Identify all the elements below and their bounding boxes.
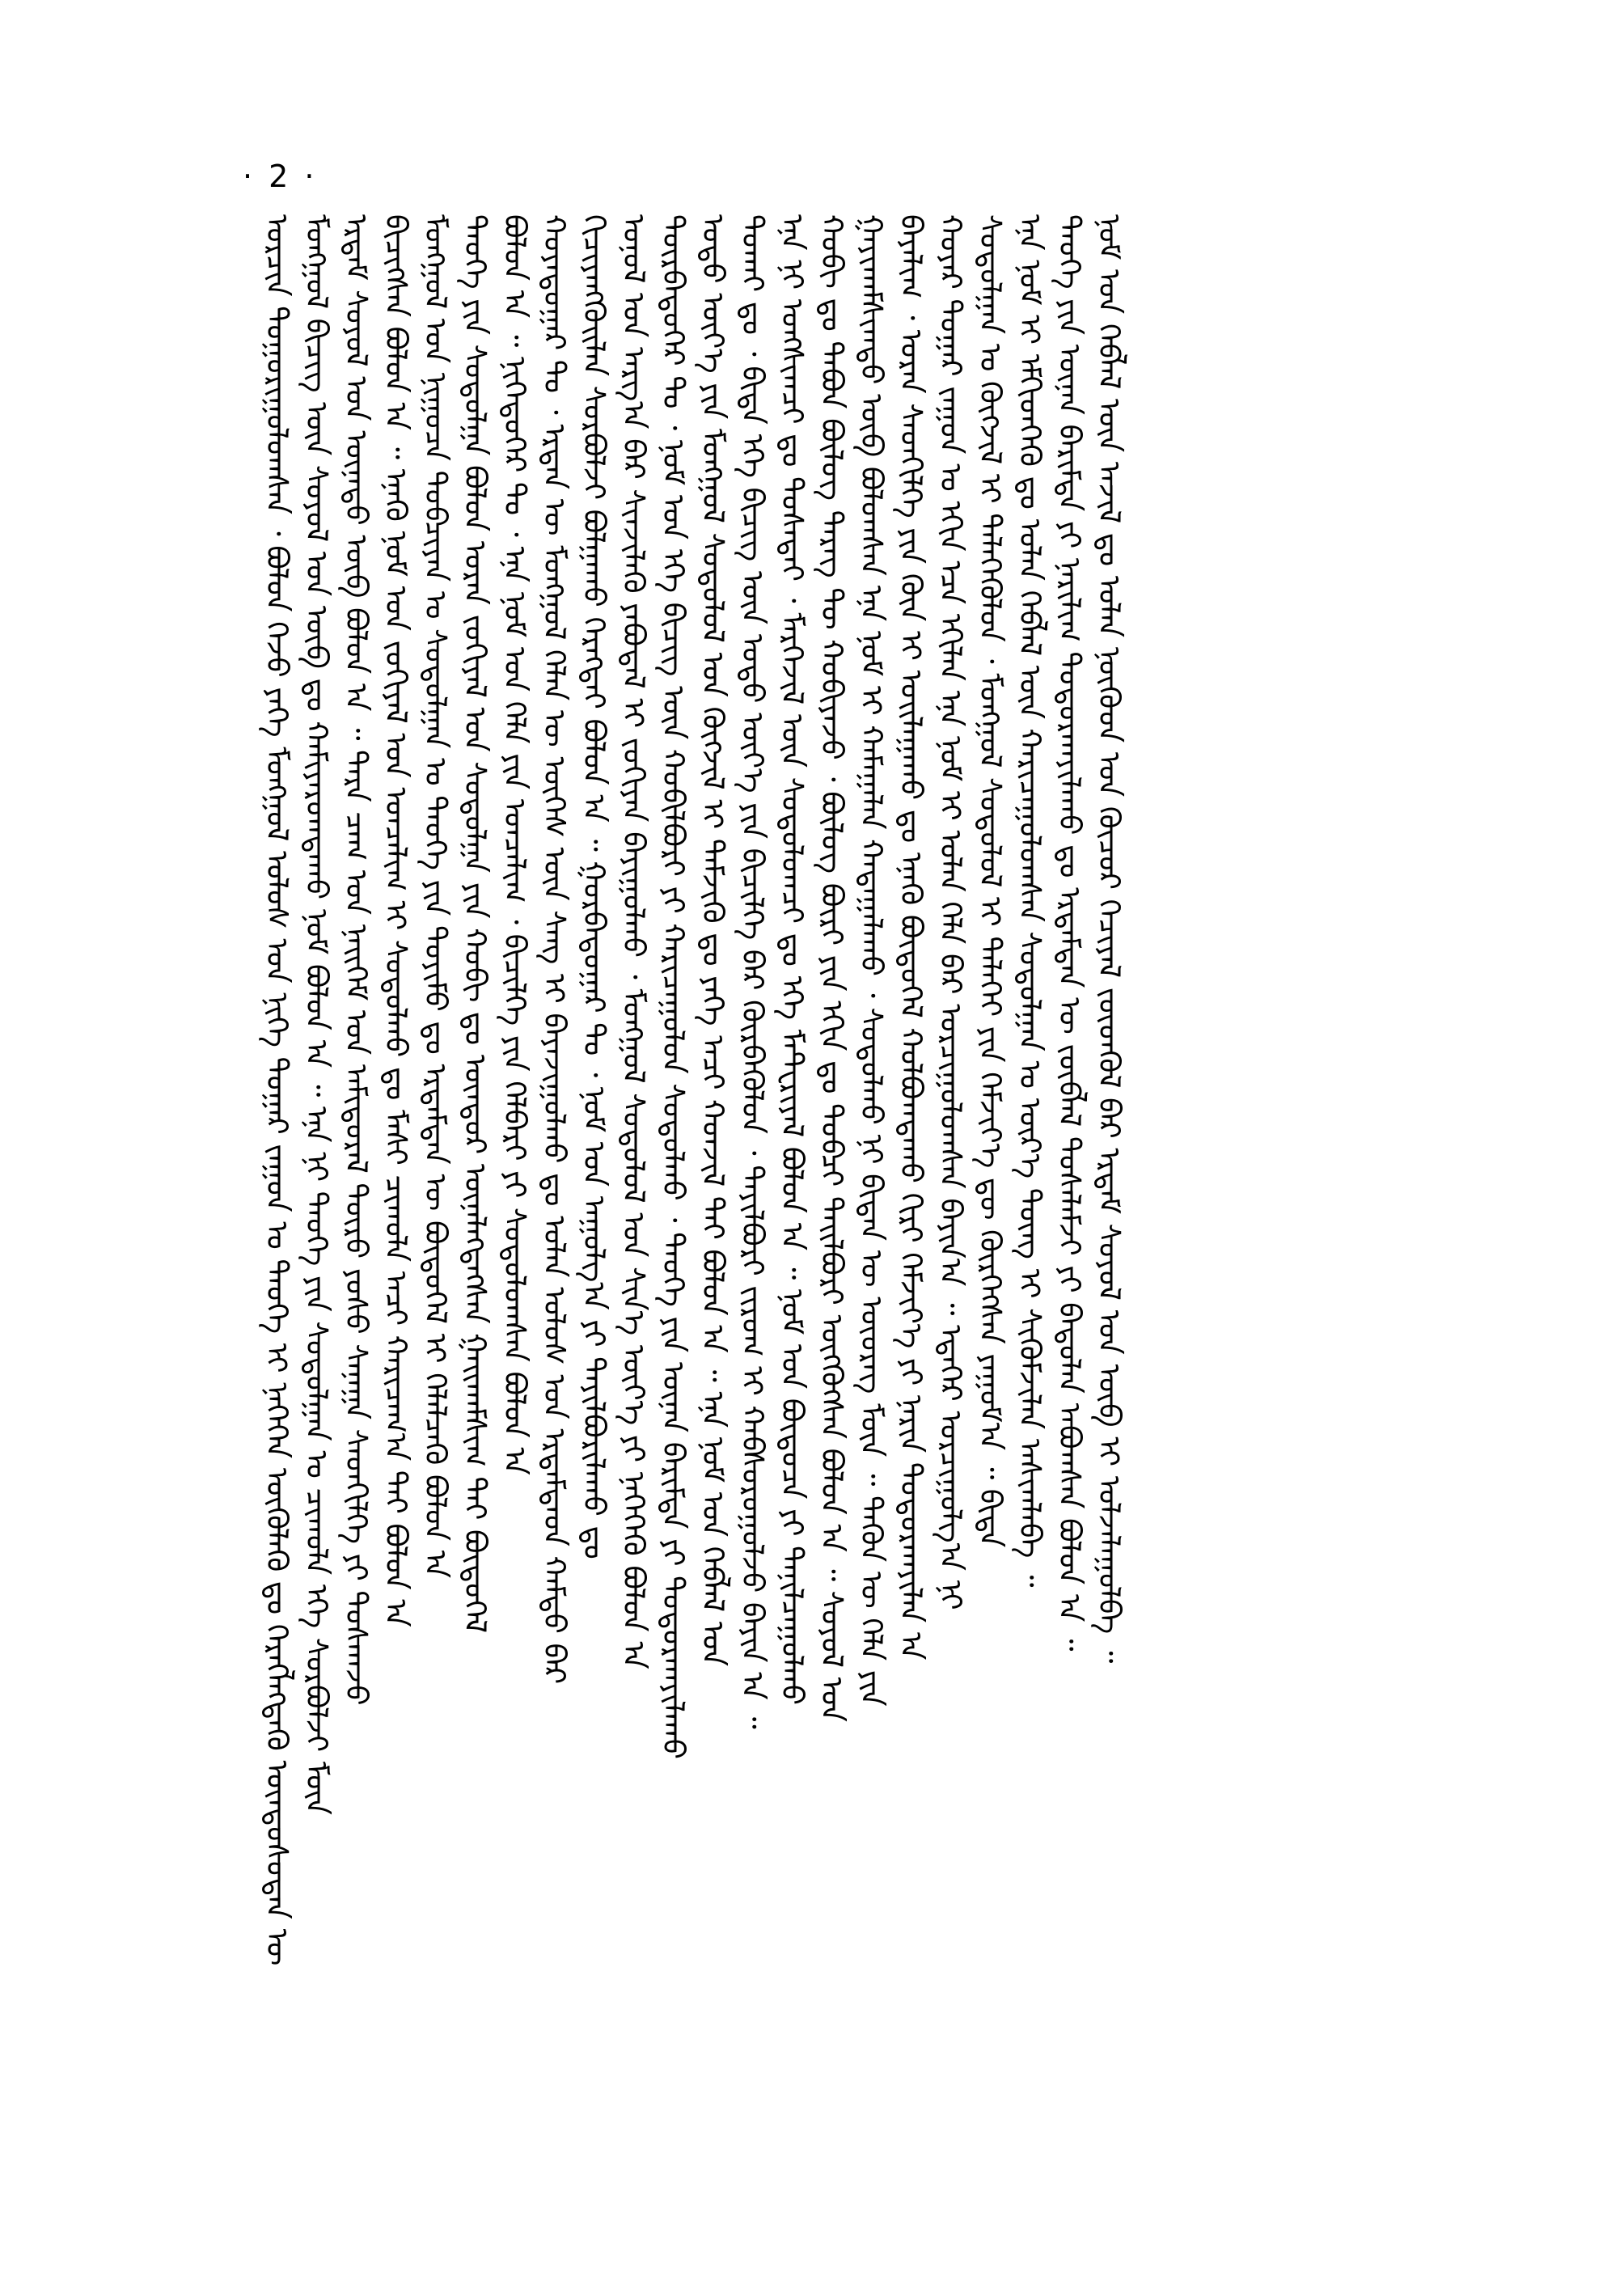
- text-line: ᠭᠠᠶᠢᠬᠠᠮᠰᠢᠭᠲᠤ ᠥᠪ ᠪᠣᠯᠤᠭᠰᠠᠨ ᠡᠨᠡ ᠨᠣᠮ ᠢ ᠬᠠᠮᠠᠭᠠᠯᠠᠨ ᠬᠠᠳᠠᠭᠠᠯᠠᠬᠤ ᠂ ᠰᠤᠳᠤᠯᠬᠤ ᠨᠢ ᠪᠢᠳᠡᠨ ᠦ ᠦᠦᠷᠡᠭ ᠮᠥᠨ ᠃ ᠲᠡᠭᠦᠨ ᠦ ᠬᠡᠯᠡ ᠶᠢᠨ: [854, 214, 889, 1707]
- text-line: ᠬᠢᠴᠢᠶᠡᠩᠭᠦᠢᠯᠡᠨ ᠰᠤᠷᠪᠤᠯᠵᠢ ᠪᠣᠯᠭᠠᠬᠤ ᠬᠡᠷᠡᠭᠲᠡᠢ ᠪᠣᠯᠤᠨ ᠠ ᠃ ᠭᠤᠷᠪᠠᠳᠤᠭᠠᠷ ᠲᠤ ᠂ ᠨᠣᠮ ᠤᠨ ᠠᠭᠤᠯᠭ᠎ᠠ ᠶᠢ ᠲᠠᠶᠢᠯᠪᠤᠷᠢᠯᠠᠬᠤ ᠳᠤ: [577, 214, 611, 1559]
- text-line: ᠮᠣᠩᠭᠣᠯ ᠤᠨ ᠨᠢᠭᠤᠴᠠ ᠲᠣᠪᠴᠢᠶᠠᠨ ᠤ ᠰᠤᠳᠤᠯᠭᠠᠨ ᠤ ᠲᠡᠦᠬᠡ ᠶᠢᠨ ᠲᠣᠶᠢᠮᠤ ᠳᠤ ᠡᠷᠳᠡᠮᠲᠡᠨ ᠦ ᠪᠦᠲᠦᠭᠡᠯ ᠢ ᠬᠡᠯᠡᠯᠴᠡᠬᠦ ᠪᠣᠯᠤᠨ ᠠ: [418, 214, 453, 1579]
- text-line: ᠣᠨᠣᠯ ᠤᠨ ᠠᠷᠭ᠎ᠠ ᠪᠠᠷ ᠰᠢᠨᠵᠢᠯᠡᠬᠦ ᠶᠠᠪᠤᠳᠠᠯ ᠢ ᠵᠣᠬᠢᠶᠠᠨ ᠪᠠᠶᠢᠭᠤᠯᠬᠤ ᠂ ᠮᠣᠩᠭᠣᠯ ᠰᠤᠳᠤᠯᠤᠯ ᠤᠨ ᠰᠢᠨ᠎ᠡ ᠦᠶ᠎ᠡ ᠶᠢ ᠨᠡᠭᠡᠭᠡᠬᠦ ᠪᠣᠯᠤᠨ ᠠ: [616, 214, 651, 1669]
- text-line: ᠲᠡᠦᠬᠡ ᠶᠢᠨ ᠰᠤᠳᠤᠯᠭᠠ ᠪᠣᠯᠤᠨ ᠤᠷᠠᠨ ᠵᠣᠬᠢᠶᠠᠯ ᠤᠨ ᠰᠤᠳᠤᠯᠭᠠ ᠶᠢᠨ ᠬᠤᠪᠢ ᠳᠤ ᠥᠨᠳᠥᠷ ᠦᠨᠡᠯᠡᠭᠳᠡᠭᠰᠡᠨ ᠭᠠᠢᠬᠠᠮᠰᠢᠭ ᠲᠠᠢ ᠪᠦᠲᠦᠭᠡᠯ: [458, 214, 493, 1634]
- text-line: ᠬᠣᠶᠠᠷ ᠳᠤᠭᠠᠷ ᠵᠠᠭᠤᠨ ᠤ ᠡᠬᠢᠨ ᠡᠴᠡ ᠡᠬᠢᠯᠡᠨ ᠡᠨᠡ ᠨᠣᠮ ᠢ ᠣᠯᠠᠨ ᠬᠡᠯᠡ ᠪᠡᠷ ᠣᠷᠴᠢᠭᠤᠯᠤᠭᠰᠠᠨ ᠪᠠᠶᠢᠨ᠎ᠠ ᠃ ᠡᠳᠡᠭᠡᠷ ᠣᠷᠴᠢᠭᠤᠯᠭ᠎ᠠ ᠨᠢ: [933, 214, 968, 1610]
- text-line: ᠲᠡᠦᠬᠡ ᠶᠢᠨ ᠦᠨᠡᠨ ᠪᠠᠷᠢᠮᠲᠠ ᠶᠢ ᠨᠠᠷᠢᠯᠢᠭ ᠲᠣᠳᠤᠷᠬᠠᠶᠢᠯᠠᠬᠤ ᠳᠤ ᠡᠷᠳᠡᠮᠲᠡᠨ ᠦ ᠵᠥᠪᠯᠡᠯ ᠲᠤᠰᠠᠯᠠᠮᠵᠢ ᠶᠢ ᠪᠠᠲᠤᠯᠠᠨ ᠠᠪᠤᠭᠰᠠᠨ ᠪᠣᠯᠤᠨ ᠠ ᠃: [1052, 214, 1087, 1652]
- text-line: ᠬᠤᠪᠢ ᠳᠤ ᠲᠠᠪᠤᠨ ᠪᠦᠯᠦᠭ ᠲᠡᠷᠡᠭ ᠲᠦ ᠬᠤᠪᠢᠶᠠᠵᠤ ᠂ ᠪᠦᠯᠦᠭ ᠪᠦᠷᠢ ᠶᠢᠨ ᠡᠬᠢᠨ ᠳᠤ ᠲᠣᠪᠴᠢ ᠲᠠᠢᠯᠪᠤᠷᠢ ᠥᠭᠭᠦᠭᠰᠡᠨ ᠪᠣᠯᠤᠨ ᠠ ᠃ ᠰᠣᠶᠣᠯ ᠤᠨ: [814, 214, 849, 1722]
- text-line: ᠣᠳᠣ ᠦᠶ᠎ᠡ ᠶᠢᠨ ᠮᠣᠩᠭᠣᠯ ᠰᠤᠳᠤᠯᠤᠯ ᠤᠨ ᠬᠥᠭᠵᠢᠯ ᠢ ᠳᠡᠮᠵᠢᠬᠦ ᠳᠤ ᠶᠡᠬᠡ ᠠᠴᠢ ᠬᠣᠨᠵᠢᠯ ᠲᠠᠢ ᠪᠣᠯᠤᠨ ᠠ ᠃ ᠡᠨᠡ ᠨᠣᠮ ᠤᠨ ᠬᠡᠪᠯᠡᠯ ᠤᠨ: [696, 214, 730, 1667]
- text-line: ᠡᠨᠡ ᠨᠣᠮ ᠢ ᠡᠮᠬᠢᠳᠬᠡᠬᠦ ᠳᠤ ᠣᠯᠠᠨ ᠬᠡᠪᠯᠡᠯ ᠦᠨ ᠬᠠᠷᠢᠴᠠᠭᠤᠯᠤᠭᠰᠠᠨ ᠰᠤᠳᠤᠯᠭᠠᠨ ᠤ ᠦᠷ᠎ᠡ ᠳᠦᠩ ᠢ ᠰᠢᠭᠦᠮᠵᠢᠯᠡᠨ ᠠᠰᠢᠭᠯᠠᠪᠠ ᠃: [1013, 214, 1047, 1588]
- text-line: ᠬᠣᠶᠠᠳᠤᠭᠠᠷ ᠲᠤ ᠂ ᠡᠷᠲᠡᠨ ᠦ ᠮᠣᠩᠭᠣᠯ ᠬᠡᠯᠡᠨ ᠦ ᠦᠭᠡᠰ ᠦᠨ ᠰᠠᠩ ᠢ ᠪᠠᠶᠠᠵᠢᠭᠤᠯᠬᠤ ᠳᠤ ᠣᠯᠠᠨ ᠤᠯᠤᠰ ᠤᠨ ᠡᠷᠳᠡᠮᠲᠡᠳ ᠬᠠᠮᠲᠤ ᠪᠠᠷ: [537, 214, 572, 1685]
- text-line: ᠣᠷᠴᠢᠨ ᠲᠣᠭᠣᠷᠢᠭᠤᠯᠤᠭᠰᠠᠨ ᠂ ᠪᠣᠯᠤᠨ ᠭᠡᠵᠦ ᠶᠡᠬᠡ ᠮᠣᠩᠭᠣᠯ ᠤᠯᠤᠰ ᠤᠨ ᠨᠢᠭᠡ ᠳᠤᠭᠠᠷ ᠵᠠᠭᠤᠨ ᠤ ᠲᠡᠦᠬᠡ ᠢ ᠨᠡᠭᠡᠭᠡᠨ ᠥᠭᠦᠯᠡᠬᠦ ᠳᠤ ᠬᠡᠷᠡᠭᠯᠡᠭᠳᠡᠬᠦ ᠦᠨᠳᠦᠰᠦᠲᠡᠨ ᠦ: [260, 214, 294, 1966]
- text-line: ᠡᠨᠡ ᠨᠢ ᠤᠩᠰᠢᠭᠴᠢ ᠳᠤ ᠲᠤᠰᠠᠲᠠᠢ ᠂ ᠮᠡᠷᠭᠡᠵᠢᠯ ᠦᠨ ᠰᠤᠳᠤᠯᠤᠭᠴᠢ ᠳᠤ ᠡᠬᠡ ᠮᠠᠲ᠋ᠧᠷᠢᠶᠠᠯ ᠪᠣᠯᠤᠨ ᠠ ᠃ ᠨᠣᠮ ᠤᠨ ᠪᠦᠲᠦᠴᠡ ᠶᠢ ᠲᠠᠨᠢᠯᠴᠠᠭᠤᠯᠬᠤ: [775, 214, 810, 1706]
- text-line: ᠪᠢᠴᠢᠭᠰᠡᠨ ᠪᠣᠯᠤᠨ ᠠ ᠃ ᠡᠨᠡᠬᠦ ᠨᠣᠮ ᠤᠨ ᠵᠣᠬᠢᠶᠠᠯ ᠤᠨ ᠣᠨᠴᠠᠯᠢᠭ ᠢ ᠰᠤᠳᠤᠯᠬᠤ ᠳᠤ ᠮᠠᠰᠢ ᠴᠢᠬᠤᠯᠠ ᠠᠴᠢ ᠬᠠᠷᠢᠴᠠᠭ᠎ᠠ ᠲᠠᠶ ᠪᠣᠯᠤᠨ ᠠ: [379, 214, 413, 1627]
- text-line: ᠪᠠᠶᠠᠯᠢᠭ ᠂ ᠤᠷᠠᠨ ᠰᠡᠳᠬᠢᠯᠭᠡ ᠶᠢᠨ ᠭᠦᠨ ᠢ ᠣᠢᠯᠠᠭᠠᠬᠤ ᠳᠤ ᠡᠨᠡᠬᠦ ᠪᠦᠲᠦᠭᠡᠯ ᠬᠣᠯᠪᠣᠭᠳᠠᠬᠤ ᠬᠢᠷᠢ ᠬᠡᠮᠵᠢᠶ᠎ᠡ ᠶᠢ ᠨᠠᠷᠢᠨ ᠲᠤᠳᠤᠷᠬᠠᠶᠢᠯᠠᠨ ᠠ: [894, 214, 928, 1661]
- text-line: ᠮᠣᠩᠭᠣᠯ ᠪᠢᠴᠢᠭ ᠦᠨ ᠰᠣᠶᠣᠯ ᠤᠨ ᠥᠪ ᠳᠤ ᠬᠠᠮᠢᠶᠠᠷᠤᠭᠳᠠᠬᠤ ᠨᠣᠮ ᠪᠣᠯᠤᠨ ᠠ ᠃ ᠡᠨᠡ ᠨᠢ ᠲᠡᠦᠬᠡ ᠶᠢᠨ ᠰᠤᠳᠤᠯᠭᠠᠨ ᠤ ᠴᠢᠬᠤᠯᠠ ᠡᠬᠡ ᠰᠤᠷᠪᠤᠯᠵᠢ ᠮᠥᠨ: [299, 214, 334, 1815]
- text-line: ᠨᠣᠮ ᠤᠨ ᠬᠡᠪᠯᠡᠯ ᠦᠨ ᠠᠵᠢᠯ ᠳᠤ ᠣᠯᠠᠨ ᠨᠥᠬᠥᠳ ᠤᠨ ᠬᠦᠴᠦᠷ ᠬᠡᠴᠢᠶᠡᠯ ᠵᠦᠳᠬᠦᠯ ᠪᠠᠷ ᠡᠷᠳᠡᠮ ᠰᠣᠶᠣᠯ ᠤᠨ ᠥᠪ ᠢ ᠣᠯᠵᠠᠯᠠᠭᠤᠯᠪᠠ ᠃: [1092, 214, 1127, 1664]
- text-line: ᠰᠤᠳᠤᠯᠭᠠᠨ ᠤ ᠬᠥᠭᠵᠢᠯ ᠢ ᠲᠡᠯᠡᠭᠡᠭᠦᠯᠦᠨ ᠂ ᠮᠣᠩᠭᠣᠯ ᠰᠤᠳᠤᠯᠤᠯ ᠢ ᠳᠡᠯᠡᠬᠡᠢ ᠶᠢᠨ ᠬᠡᠮᠵᠢᠶ᠎ᠡ ᠳᠦ ᠬᠦᠷᠭᠡᠭᠰᠡᠨ ᠶᠠᠭᠤᠮ᠎ᠠ ᠃ ᠪᠢᠳᠡ: [973, 214, 1008, 1548]
- page-number: · 2 ·: [243, 159, 318, 194]
- text-line: ᠪᠣᠯᠤᠨ ᠠ ᠃ ᠨᠢᠭᠡᠳᠦᠭᠡᠷ ᠲᠤ ᠂ ᠡᠨᠡ ᠨᠣᠮ ᠤᠨ ᠬᠡᠯᠡ ᠶᠢᠨ ᠣᠨᠴᠠᠯᠢᠭ ᠂ ᠪᠢᠴᠢᠯᠭᠡ ᠶᠢᠨ ᠬᠡᠯᠪᠡᠷᠢ ᠶᠢ ᠰᠤᠳᠤᠯᠤᠭᠰᠠᠨ ᠪᠣᠯᠤᠨ ᠠ: [497, 214, 532, 1475]
- text-line: ᠲᠤᠬᠠᠢ ᠳᠤ ᠂ ᠪᠢᠳᠡ ᠡᠬᠡ ᠪᠢᠴᠢᠭ ᠦᠨ ᠣᠳᠣ ᠦᠶ᠎ᠡ ᠶᠢᠨ ᠪᠢᠴᠢᠯᠭᠡ ᠪᠠᠷ ᠬᠥᠷᠪᠡᠭᠦᠯᠦᠨ ᠂ ᠲᠠᠶᠢᠯᠪᠤᠷᠢ ᠵᠢᠷᠤᠭ ᠢ ᠬᠠᠪᠰᠤᠷᠤᠭᠤᠯᠵᠤ ᠪᠠᠶᠢᠨ ᠠ ᠃: [735, 214, 770, 1729]
- text-line: ᠡᠷᠳᠡᠮ ᠰᠣᠶᠣᠯ ᠤᠨ ᠦᠨᠡᠲᠦ ᠥᠪ ᠪᠣᠯᠤᠨ ᠠ ᠃ ᠲᠡᠷᠡ ᠴᠠᠭ ᠤᠨ ᠨᠡᠢᠭᠡᠮ ᠤᠨ ᠠᠮᠢᠳᠤᠷᠠᠯ ᠲᠥᠷᠦ ᠶᠣᠰᠣ ᠰᠠᠨᠠᠭᠠ ᠰᠡᠳᠬᠢᠯᠭᠡ ᠶᠢ ᠲᠤᠰᠬᠠᠵᠤ: [339, 214, 374, 1706]
- text-line: ᠳᠥᠷᠪᠡᠳᠦᠭᠡᠷ ᠲᠤ ᠂ ᠨᠣᠮ ᠤᠨ ᠡᠬᠡ ᠪᠢᠴᠢᠭ ᠦᠨ ᠬᠤᠪᠢᠯᠪᠤᠷᠢ ᠶᠢ ᠬᠠᠷᠢᠴᠠᠭᠤᠯᠤᠨ ᠰᠤᠳᠤᠯᠬᠤ ᠂ ᠲᠡᠦᠬᠡ ᠶᠢᠨ ᠦᠨᠡᠨ ᠪᠠᠷᠢᠮᠲᠠ ᠶᠢ ᠲᠣᠳᠤᠷᠬᠠᠶᠢᠯᠠᠬᠤ: [656, 214, 691, 1760]
- vertical-mongolian-text-body: [257, 214, 1389, 2050]
